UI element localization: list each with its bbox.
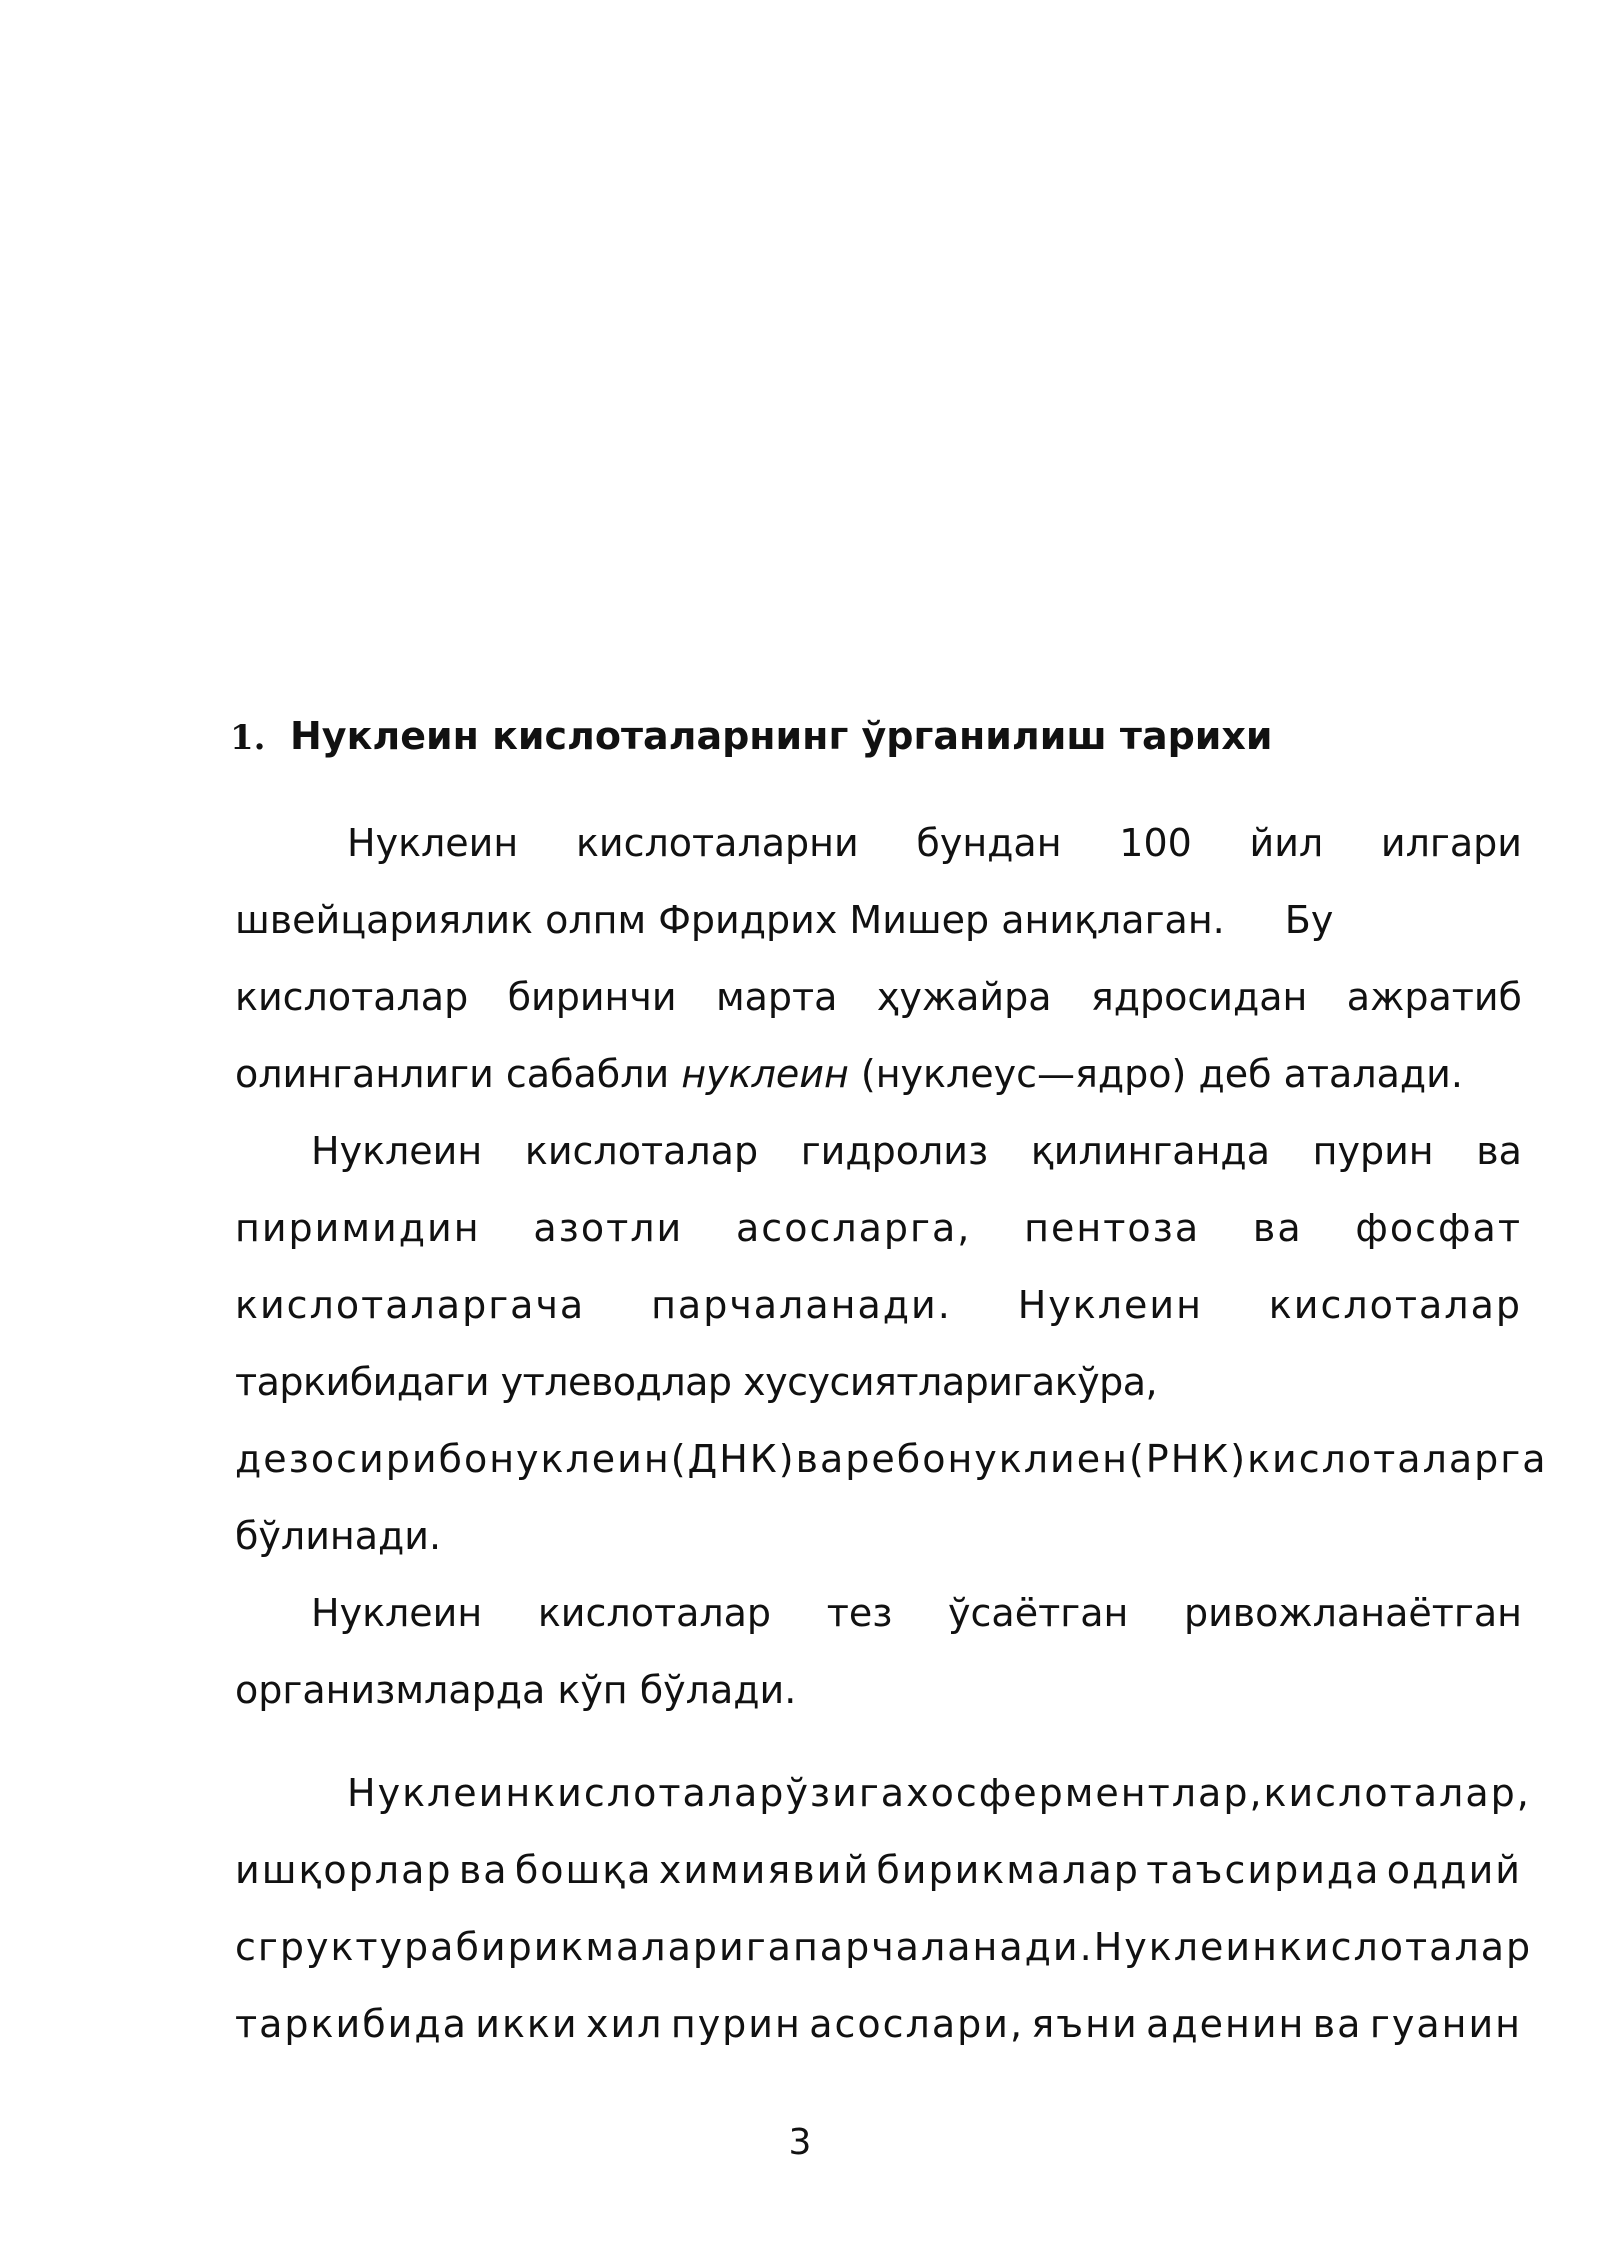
word: яъни: [1031, 2002, 1139, 2046]
text-segment: бўлинади.: [235, 1514, 442, 1558]
word: биринчи: [507, 975, 677, 1019]
page-number: 3: [788, 2122, 812, 2163]
word: илгари: [1380, 821, 1522, 865]
word: кислоталар: [1268, 1283, 1522, 1327]
word: кислоталар: [537, 1591, 772, 1635]
word: парчаланади.: [792, 1925, 1094, 1969]
word: 100: [1119, 821, 1192, 865]
word: таъсирида: [1146, 1848, 1381, 1892]
word: кислоталаргача: [235, 1283, 586, 1327]
text-segment: (нуклеус—ядро) деб аталади.: [848, 1052, 1463, 1096]
word: ядросидан: [1090, 975, 1308, 1019]
paragraph-line: [235, 1126, 1522, 1176]
word: Нуклеин: [1017, 1283, 1203, 1327]
word: қилинганда: [1030, 1129, 1270, 1173]
word: Нуклеин: [311, 1591, 483, 1635]
word: ва: [1476, 1129, 1522, 1173]
word: Нуклеин: [347, 1771, 533, 1815]
paragraph-line: [235, 1588, 1522, 1638]
word: ўсаётган: [948, 1591, 1129, 1635]
word: ҳужайра: [876, 975, 1052, 1019]
word: ва: [458, 1848, 509, 1892]
word: ишқорлар: [235, 1848, 453, 1892]
text-segment: олинганлиги сабабли: [235, 1052, 682, 1096]
paragraph-line: [235, 895, 1522, 945]
paragraph-line: [235, 1665, 1522, 1715]
word: хил: [585, 2002, 664, 2046]
text-segment: таркибидаги утлеводлар хусусиятларигакўра,: [235, 1360, 1158, 1404]
paragraph-line: [235, 1999, 1522, 2049]
word: кислоталарни: [575, 821, 859, 865]
text-segment: швейцариялик олпм Фридрих Мишер аниқлаган.: [235, 898, 1225, 942]
word: ва: [1252, 1206, 1303, 1250]
word: пурин: [670, 2002, 802, 2046]
word: ажратиб: [1346, 975, 1522, 1019]
paragraph-line: [235, 1434, 1548, 1484]
word: химиявий: [658, 1848, 871, 1892]
word: тез: [826, 1591, 893, 1635]
word: бирикмаларига: [455, 1925, 793, 1969]
paragraph-line: [235, 1922, 1533, 1972]
paragraph-line: [235, 1511, 1522, 1561]
word: бундан: [916, 821, 1062, 865]
word: ребонуклиен: [845, 1437, 1129, 1481]
section-number: 1.: [230, 718, 266, 758]
word: кислоталарга: [1247, 1437, 1548, 1481]
word: бирикмалар: [876, 1848, 1140, 1892]
paragraph-line: [235, 972, 1522, 1022]
text-segment: Бу: [1284, 898, 1334, 942]
word: пентоза: [1024, 1206, 1201, 1250]
word: дезосирибонуклеин: [235, 1437, 671, 1481]
word: парчаланади.: [651, 1283, 952, 1327]
word: хос: [906, 1771, 979, 1815]
word: гидролиз: [800, 1129, 989, 1173]
word: (ДНК): [670, 1437, 796, 1481]
word: кислоталар: [1278, 1925, 1533, 1969]
word: Нуклеин: [311, 1129, 483, 1173]
word: ферментлар,: [978, 1771, 1264, 1815]
word: бошқа: [514, 1848, 653, 1892]
text-segment: организмларда кўп бўлади.: [235, 1668, 797, 1712]
word: пурин: [1312, 1129, 1434, 1173]
word: кислоталар: [235, 975, 469, 1019]
section-heading: [230, 708, 1273, 766]
word: сгруктура: [235, 1925, 456, 1969]
word: асосларга,: [736, 1206, 972, 1250]
word: гуанин: [1369, 2002, 1522, 2046]
word: азотли: [533, 1206, 684, 1250]
paragraph-line: [235, 1357, 1522, 1407]
word: ўзига: [785, 1771, 907, 1815]
section-title: Нуклеин кислоталарнинг ўрганилиш тарихи: [290, 714, 1273, 758]
paragraph-line: [235, 1768, 1531, 1818]
word: асослари,: [809, 2002, 1025, 2046]
italic-term: нуклеин: [681, 1052, 849, 1096]
paragraph-line: [235, 1049, 1522, 1099]
paragraph-line: [235, 818, 1522, 868]
word: аденин: [1146, 2002, 1306, 2046]
word: пиримидин: [235, 1206, 481, 1250]
word: кислоталар: [532, 1771, 786, 1815]
word: ва: [1312, 2002, 1363, 2046]
word: таркибида: [235, 2002, 468, 2046]
paragraph-line: [235, 1203, 1522, 1253]
paragraph-line: [235, 1845, 1522, 1895]
word: кислоталар: [524, 1129, 759, 1173]
word: Нуклеин: [1093, 1925, 1279, 1969]
word: фосфат: [1355, 1206, 1522, 1250]
word: оддий: [1386, 1848, 1522, 1892]
word: кислоталар,: [1263, 1771, 1531, 1815]
word: ва: [795, 1437, 846, 1481]
word: ривожланаётган: [1183, 1591, 1522, 1635]
word: йил: [1249, 821, 1324, 865]
word: марта: [715, 975, 838, 1019]
word: (РНК): [1128, 1437, 1248, 1481]
word: Нуклеин: [347, 821, 519, 865]
word: икки: [475, 2002, 579, 2046]
paragraph-line: [235, 1280, 1522, 1330]
